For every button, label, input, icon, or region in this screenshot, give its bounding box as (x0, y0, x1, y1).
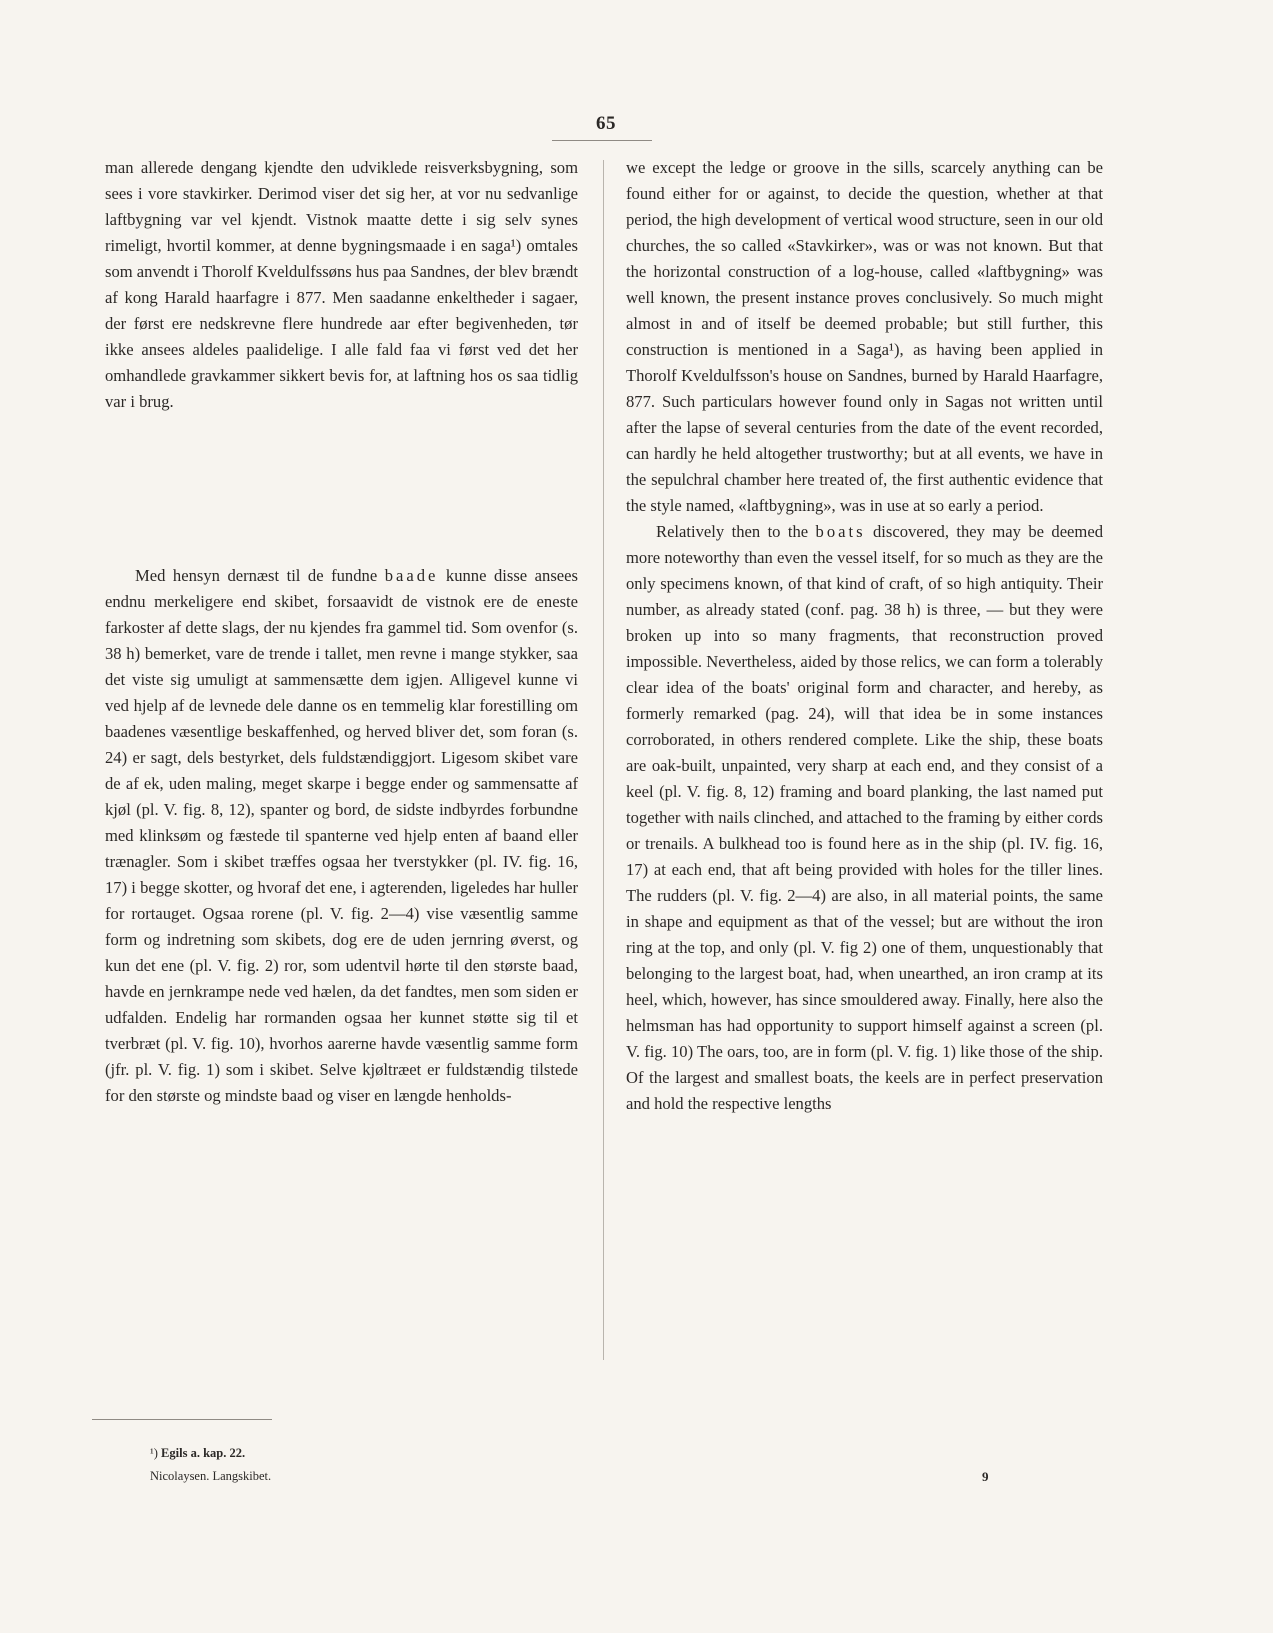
right-column-english (626, 155, 1103, 1117)
left-paragraph-2-term: baade (384, 566, 439, 585)
signature-mark: 9 (982, 1469, 989, 1484)
imprint-line: Nicolaysen. Langskibet. (150, 1469, 272, 1483)
left-column-norwegian (105, 155, 578, 1109)
right-paragraph-2 (626, 519, 1103, 1117)
right-paragraph-2-intro: Relatively then to the (656, 522, 816, 541)
footnote-text: Egils a. kap. 22. (161, 1446, 246, 1460)
column-divider (603, 160, 604, 1360)
right-paragraph-2-term: boats (815, 522, 866, 541)
right-paragraph-1: we except the ledge or groove in the sills, scarcely anything can be found either for or against, to decide the question, whether at that period, the high development of vertical wood structure, seen in our old churches, the so called «Stavkirker», was or was not known. But that the horizontal construction of a log-house, called «laftbygning» was well known, the present instance proves conclusively. So much might almost in and of itself be deemed probable; but still further, this construction is mentioned in a Saga¹), as having been applied in Thorolf Kveldulfsson's house on Sandnes, burned by Harald Haarfagre, 877. Such particulars however found only in Sagas not written until after the lapse of several centuries from the date of the event recorded, can hardly he held altogether trustworthy; but at all events, we have in the sepulchral chamber here treated of, the first authentic evidence that the style named, «laftbygning», was in use at so early a period. (626, 158, 1103, 515)
left-paragraph-2-intro: Med hensyn dernæst til de fundne (135, 566, 385, 585)
left-paragraph-2-rest: kunne disse ansees endnu merkeligere end skibet, forsaavidt de vistnok ere de eneste farkoster af dette slags, der nu kjendes fra gammel tid. Som ovenfor (s. 38 h) bemerket, vare de trende i tallet, men revne i mange stykker, saa det viste sig umuligt at sammensætte dem igjen. Alligevel kunne vi ved hjelp af de levnede dele danne os en temmelig klar forestilling om baadenes væsentlige beskaffenhed, og herved bliver det, som foran (s. 24) er sagt, dels bestyrket, dels fuldstændiggjort. Ligesom skibet vare de af ek, uden maling, meget skarpe i begge ender og sammensatte af kjøl (pl. V. fig. 8, 12), spanter og bord, de sidste indbyrdes forbundne med klinksøm og fæstede til spanterne ved hjelp enten af baand eller trænagler. Som i skibet træffes ogsaa her tverstykker (pl. IV. fig. 16, 17) i begge skotter, og hvoraf det ene, i agterenden, ligeledes har huller for rortauget. Ogsaa rorene (pl. V. fig. 2—4) vise væsentlig samme form og indretning som skibets, dog ere de uden jernring øverst, og kun det ene (pl. V. fig. 2) ror, som udentvil hørte til den største baad, havde en jernkrampe nede ved hælen, da det fandtes, men som siden er udfalden. Endelig har rormanden ogsaa her kunnet støtte sig til et tverbræt (pl. V. fig. 10), hvorhos aarerne havde væsentlig samme form (jfr. pl. V. fig. 1) som i skibet. Selve kjøltræet er fuldstændig tilstede for den største og mindste baad og viser en længde henholds- (105, 566, 578, 1105)
footnote-rule (92, 1419, 272, 1420)
page-number: 65 (596, 113, 616, 134)
left-paragraph-2 (105, 563, 578, 1109)
footnote-1 (150, 1442, 271, 1465)
left-column-gap (105, 415, 578, 563)
footnotes (150, 1442, 271, 1488)
right-paragraph-2-rest: discovered, they may be deemed more noteworthy than even the vessel itself, for so much as they are the only specimens known, of that kind of craft, of so high antiquity. Their number, as already stated (conf. pag. 38 h) is three, — but they were broken up into so many fragments, that reconstruction proved impossible. Nevertheless, aided by those relics, we can form a tolerably clear idea of the boats' original form and character, and hereby, as formerly remarked (pag. 24), will that idea be in some instances corroborated, in others rendered complete. Like the ship, these boats are oak-built, unpainted, very sharp at each end, and they consist of a keel (pl. V. fig. 8, 12) framing and board planking, the last named put together with nails clinched, and attached to the framing by either cords or trenails. A bulkhead too is found here as in the ship (pl. IV. fig. 16, 17) at each end, that aft being provided with holes for the tiller lines. The rudders (pl. V. fig. 2—4) are also, in all material points, the same in shape and equipment as that of the vessel; but are without the iron ring at the top, and only (pl. V. fig 2) one of them, unquestionably that belonging to the largest boat, had, when unearthed, an iron cramp at its heel, which, however, has since smouldered away. Finally, here also the helmsman has had opportunity to support himself against a screen (pl. V. fig. 10) The oars, too, are in form (pl. V. fig. 1) like those of the ship. Of the largest and smallest boats, the keels are in perfect preservation and hold the respective lengths (626, 522, 1103, 1113)
header-rule (552, 140, 652, 141)
left-paragraph-1: man allerede dengang kjendte den udviklede reisverksbygning, som sees i vore stavkirker. Derimod viser det sig her, at vor nu sedvanlige laftbygning var vel kjendt. Vistnok maatte dette i sig selv synes rimeligt, hvortil kommer, at denne bygningsmaade i en saga¹) omtales som anvendt i Thorolf Kveldulfssøns hus paa Sandnes, der blev brændt af kong Harald haarfagre i 877. Men saadanne enkeltheder i sagaer, der først ere nedskrevne flere hundrede aar efter begivenheden, tør ikke ansees aldeles paalidelige. I alle fald faa vi først ved det her omhandlede gravkammer sikkert bevis for, at laftning hos os saa tidlig var i brug. (105, 158, 579, 411)
footnote-marker: ¹) (150, 1446, 158, 1460)
